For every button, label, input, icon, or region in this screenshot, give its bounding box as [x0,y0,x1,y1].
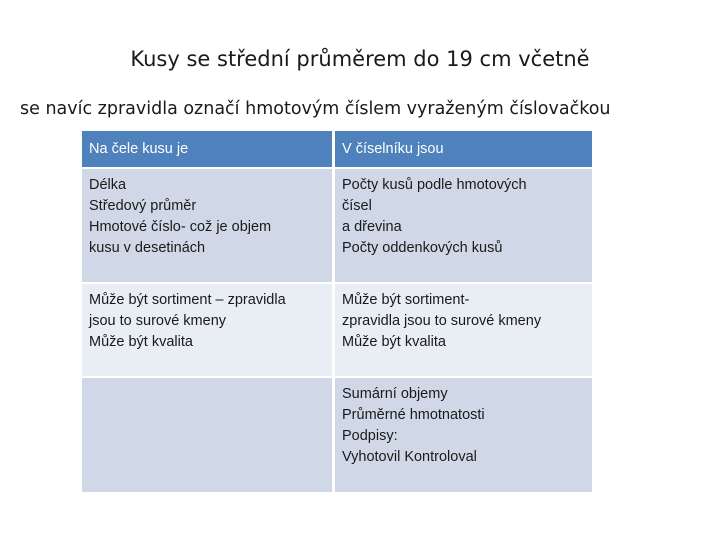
table-cell-r2-right [335,284,592,376]
cell-line: zpravidla jsou to surové kmeny [342,313,542,329]
info-table [82,131,592,492]
cell-line: čísel [342,198,372,214]
cell-line: Může být sortiment- [342,292,470,308]
cell-line: Hmotové číslo- což je objem [89,219,272,235]
cell-line: Může být sortiment – zpravidla [89,292,286,308]
table-cell-r3-left [82,378,332,492]
cell-line: Může být kvalita [89,334,193,350]
cell-line: Vyhotovil Kontroloval [342,449,477,465]
cell-line: Může být kvalita [342,334,446,350]
cell-line: a dřevina [342,219,402,235]
cell-line: jsou to surové kmeny [89,313,227,329]
table-header-right: V číselníku jsou [335,131,592,167]
table-cell-r1-right [335,169,592,282]
table-cell-r3-right [335,378,592,492]
table-cell-r2-left [82,284,332,376]
cell-line: Podpisy: [342,428,398,444]
cell-line: Průměrné hmotnatosti [342,407,485,423]
table-header-left: Na čele kusu je [82,131,332,167]
cell-line: kusu v desetinách [89,240,206,256]
cell-line: Počty kusů podle hmotových [342,177,527,193]
cell-line: Počty oddenkových kusů [342,240,503,256]
cell-line: Středový průměr [89,198,197,214]
cell-line: Délka [89,177,127,193]
table-cell-r1-left [82,169,332,282]
slide-subtitle: se navíc zpravidla označí hmotovým číslem vyraženým číslovačkou [20,99,611,119]
cell-line: Sumární objemy [342,386,448,402]
slide-title: Kusy se střední průměrem do 19 cm včetně [130,47,590,71]
